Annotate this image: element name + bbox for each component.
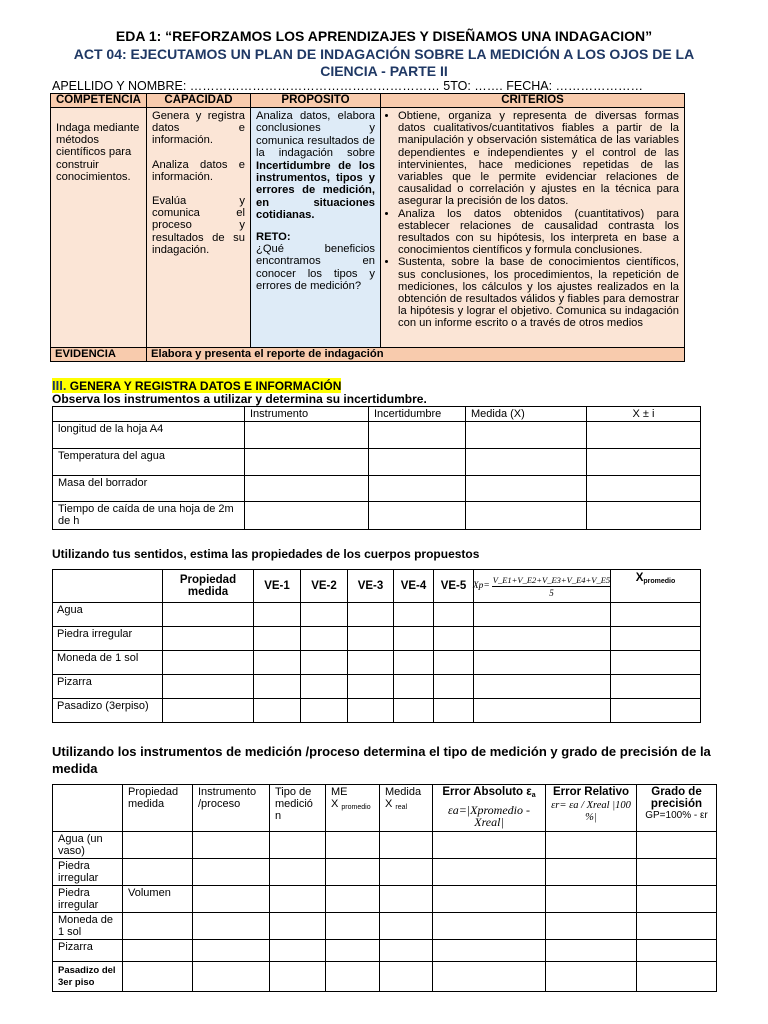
header-capacidad: CAPACIDAD xyxy=(147,94,251,108)
t3-input-cell[interactable] xyxy=(326,832,380,859)
t3-row-label: Pasadizo del 3er piso xyxy=(53,962,123,992)
table-row xyxy=(53,603,701,627)
table-row xyxy=(53,502,701,530)
t2-input-cell[interactable] xyxy=(474,651,611,675)
t2-input-cell[interactable] xyxy=(474,603,611,627)
instruments-table xyxy=(52,406,701,530)
t2-input-cell[interactable] xyxy=(254,603,301,627)
table-row xyxy=(53,940,717,962)
t2-input-cell[interactable] xyxy=(163,675,254,699)
t2-input-cell[interactable] xyxy=(611,699,701,723)
t3-input-cell[interactable] xyxy=(546,886,637,913)
estimation-table xyxy=(52,569,701,723)
t3-row-prop[interactable] xyxy=(123,832,193,859)
section-roman: III. xyxy=(52,378,67,393)
student-info-line[interactable]: APELLIDO Y NOMBRE: …………………………………………………… 5TO: ……. FECHA: ………………… xyxy=(52,79,644,93)
t2-input-cell[interactable] xyxy=(163,651,254,675)
t1-header-blank xyxy=(53,407,245,422)
t3-row-label: Piedra irregular xyxy=(53,886,123,913)
criterio-3: • Sustenta, sobre la base de conocimientos científicos, sus conclusiones, los procedimientos, la repetición de mediciones, los cálculos y los ajustes realizados en la obtención de resultados válidos y fiables para demostrar la hipótesis y lograr el objetivo. Comunica su indagación con un informe escrito o a través de otros medios xyxy=(398,256,679,329)
t1-input-cell[interactable] xyxy=(245,449,369,476)
proposito-cell xyxy=(251,108,381,348)
t2-row-label: Pasadizo (3erpiso) xyxy=(53,699,163,723)
section-title-text: GENERA Y REGISTRA DATOS E INFORMACIÓN xyxy=(66,379,342,393)
t3-header-error-absoluto xyxy=(433,785,546,832)
me-label: ME xyxy=(331,786,348,798)
t1-input-cell[interactable] xyxy=(245,476,369,502)
t3-header-me xyxy=(326,785,380,832)
t1-input-cell[interactable] xyxy=(245,502,369,530)
evidencia-text: Elabora y presenta el reporte de indagación xyxy=(147,348,685,362)
reto-label: RETO: xyxy=(256,230,291,243)
competencia-cell xyxy=(51,108,147,348)
t3-row-prop[interactable] xyxy=(123,940,193,962)
proposito-topic: Incertidumbre de los instrumentos, tipos y errores de medición, en situaciones cotidianas. xyxy=(256,159,375,222)
t2-input-cell[interactable] xyxy=(254,627,301,651)
medida-sub: real xyxy=(395,804,408,811)
t2-header-ve1: VE-1 xyxy=(254,570,301,603)
t3-input-cell[interactable] xyxy=(546,913,637,940)
medida-x: X xyxy=(385,798,393,810)
t2-input-cell[interactable] xyxy=(163,603,254,627)
criterio-2: • Analiza los datos obtenidos (cuantitativos) para establecer relaciones de causalidad contrasta los resultados con su hipótesis, los interpreta en base a conocimientos científicos y formula conclusiones. xyxy=(398,208,679,257)
activity-subtitle: ACT 04: EJECUTAMOS UN PLAN DE INDAGACIÓN SOBRE LA MEDICIÓN A LOS OJOS DE LA CIENCIA - PARTE II xyxy=(73,46,695,79)
t2-input-cell[interactable] xyxy=(611,627,701,651)
t2-input-cell[interactable] xyxy=(163,699,254,723)
t3-input-cell[interactable] xyxy=(433,913,546,940)
formula-lhs: Xp= xyxy=(472,581,490,591)
t1-input-cell[interactable] xyxy=(587,476,701,502)
t2-row-label: Agua xyxy=(53,603,163,627)
t3-row-prop[interactable] xyxy=(123,913,193,940)
t3-input-cell[interactable] xyxy=(270,886,326,913)
t2-input-cell[interactable] xyxy=(394,603,434,627)
t3-input-cell[interactable] xyxy=(193,962,270,992)
t2-input-cell[interactable] xyxy=(434,699,474,723)
t3-input-cell[interactable] xyxy=(380,859,433,886)
t1-header-incertidumbre: Incertidumbre xyxy=(369,407,466,422)
table-row xyxy=(53,832,717,859)
t3-header-instrumento: Instrumento /proceso xyxy=(193,785,270,832)
t3-header-medida xyxy=(380,785,433,832)
t1-input-cell[interactable] xyxy=(587,422,701,449)
formula-denominator: 5 xyxy=(549,587,554,598)
t3-input-cell[interactable] xyxy=(193,940,270,962)
t2-input-cell[interactable] xyxy=(434,603,474,627)
t2-input-cell[interactable] xyxy=(611,603,701,627)
capacidad-cell xyxy=(147,108,251,348)
t2-input-cell[interactable] xyxy=(394,627,434,651)
t2-header-blank xyxy=(53,570,163,603)
table-row xyxy=(53,675,701,699)
table-row xyxy=(53,699,701,723)
t2-input-cell[interactable] xyxy=(348,651,394,675)
table-row xyxy=(53,627,701,651)
t3-input-cell[interactable] xyxy=(380,940,433,962)
t3-input-cell[interactable] xyxy=(433,962,546,992)
t3-row-prop[interactable] xyxy=(123,859,193,886)
t2-header-xpromedio xyxy=(611,570,701,603)
criterio-1: • Obtiene, organiza y representa de diversas formas datos cualitativos/cuantitativos fiables a partir de la manipulación y observación sistemática de las variables dependientes e independientes y el control de las intervinientes, hace mediciones repetidas de las variables que le permite evidenciar relaciones de causalidad o correlación y ajustes en la técnica para asegurar la precisión de los datos. xyxy=(398,110,679,208)
t3-input-cell[interactable] xyxy=(433,940,546,962)
instruction-measure: Utilizando los instrumentos de medición /proceso determina el tipo de medición y grado de precisión de la medida xyxy=(52,744,711,776)
t1-input-cell[interactable] xyxy=(466,422,587,449)
t3-header-error-relativo xyxy=(546,785,637,832)
t3-row-label: Moneda de 1 sol xyxy=(53,913,123,940)
t3-input-cell[interactable] xyxy=(546,962,637,992)
t3-row-label: Pizarra xyxy=(53,940,123,962)
reto-question: ¿Qué beneficios encontramos en conocer los tipos y errores de medición? xyxy=(256,243,375,293)
proposito-intro: Analiza datos, elabora conclusiones y comunica resultados de la indagación sobre xyxy=(256,110,375,160)
t3-input-cell[interactable] xyxy=(326,859,380,886)
table-row xyxy=(53,651,701,675)
t1-row-label: longitud de la hoja A4 xyxy=(53,422,245,449)
t3-input-cell[interactable] xyxy=(193,886,270,913)
t2-header-ve3: VE-3 xyxy=(348,570,394,603)
t2-input-cell[interactable] xyxy=(394,675,434,699)
t3-input-cell[interactable] xyxy=(326,962,380,992)
t3-input-cell[interactable] xyxy=(193,913,270,940)
t3-input-cell[interactable] xyxy=(326,886,380,913)
measurement-table xyxy=(52,784,717,992)
grado-label: Grado de precisión xyxy=(650,786,703,810)
t2-header-propiedad: Propiedad medida xyxy=(163,570,254,603)
t2-input-cell[interactable] xyxy=(254,699,301,723)
table-row xyxy=(53,422,701,449)
table-row xyxy=(53,449,701,476)
t3-input-cell[interactable] xyxy=(546,859,637,886)
t3-input-cell[interactable] xyxy=(637,940,717,962)
criterios-list xyxy=(385,110,679,330)
t1-row-label: Masa del borrador xyxy=(53,476,245,502)
table-row xyxy=(53,913,717,940)
t2-row-label: Piedra irregular xyxy=(53,627,163,651)
instruction-instruments: Observa los instrumentos a utilizar y determina su incertidumbre. xyxy=(52,392,427,406)
t3-input-cell[interactable] xyxy=(193,859,270,886)
t3-row-label: Piedra irregular xyxy=(53,859,123,886)
t3-input-cell[interactable] xyxy=(637,832,717,859)
t2-input-cell[interactable] xyxy=(348,603,394,627)
t2-row-label: Moneda de 1 sol xyxy=(53,651,163,675)
table-row xyxy=(53,859,717,886)
t3-header-propiedad: Propiedad medida xyxy=(123,785,193,832)
table-row xyxy=(53,962,717,992)
t3-input-cell[interactable] xyxy=(270,859,326,886)
t3-input-cell[interactable] xyxy=(193,832,270,859)
t3-input-cell[interactable] xyxy=(637,962,717,992)
t2-input-cell[interactable] xyxy=(163,627,254,651)
formula-error-absoluto: εa=|Xpromedio - Xreal| xyxy=(447,803,530,829)
t2-input-cell[interactable] xyxy=(301,699,348,723)
t3-input-cell[interactable] xyxy=(433,832,546,859)
table-row xyxy=(53,886,717,913)
t1-input-cell[interactable] xyxy=(245,422,369,449)
t3-header-blank xyxy=(53,785,123,832)
t2-input-cell[interactable] xyxy=(301,651,348,675)
t3-input-cell[interactable] xyxy=(270,832,326,859)
t2-header-ve5: VE-5 xyxy=(434,570,474,603)
t3-input-cell[interactable] xyxy=(270,913,326,940)
t3-header-grado xyxy=(637,785,717,832)
t2-input-cell[interactable] xyxy=(394,651,434,675)
competency-table xyxy=(50,93,685,362)
t3-input-cell[interactable] xyxy=(433,886,546,913)
t1-input-cell[interactable] xyxy=(466,449,587,476)
t3-header-tipo: Tipo de medició n xyxy=(270,785,326,832)
t1-input-cell[interactable] xyxy=(369,449,466,476)
section-title xyxy=(52,378,341,393)
instruction-estimate: Utilizando tus sentidos, estima las propiedades de los cuerpos propuestos xyxy=(52,547,480,561)
t3-input-cell[interactable] xyxy=(380,886,433,913)
criterios-cell xyxy=(381,108,685,348)
t2-input-cell[interactable] xyxy=(434,627,474,651)
t2-input-cell[interactable] xyxy=(394,699,434,723)
xprom-sub: promedio xyxy=(643,578,676,585)
xprom-main: X xyxy=(635,572,644,584)
t1-header-instrumento: Instrumento xyxy=(245,407,369,422)
header-criterios: CRITERIOS xyxy=(381,94,685,108)
t2-header-ve2: VE-2 xyxy=(301,570,348,603)
t1-input-cell[interactable] xyxy=(466,502,587,530)
medida-label: Medida xyxy=(385,786,422,798)
t3-input-cell[interactable] xyxy=(546,940,637,962)
t3-input-cell[interactable] xyxy=(380,832,433,859)
t2-input-cell[interactable] xyxy=(474,675,611,699)
evidencia-label: EVIDENCIA xyxy=(51,348,147,362)
t3-input-cell[interactable] xyxy=(637,913,717,940)
t2-header-formula xyxy=(474,570,611,603)
t1-input-cell[interactable] xyxy=(587,449,701,476)
capacidad-1: Genera y registra datos e información. xyxy=(152,110,245,147)
t2-input-cell[interactable] xyxy=(474,699,611,723)
t2-input-cell[interactable] xyxy=(301,627,348,651)
capacidad-3: Evalúa y comunica el proceso y resultados de su indagación. xyxy=(152,195,245,256)
me-sub: promedio xyxy=(341,804,371,811)
competencia-text: Indaga mediante métodos científicos para construir conocimientos. xyxy=(56,122,140,183)
error-abs-label: Error Absoluto ε xyxy=(442,786,532,798)
t1-row-label: Tiempo de caída de una hoja de 2m de h xyxy=(53,502,245,530)
t1-input-cell[interactable] xyxy=(369,422,466,449)
me-x: X xyxy=(331,798,339,810)
t2-input-cell[interactable] xyxy=(434,651,474,675)
header-proposito: PROPOSITO xyxy=(251,94,381,108)
t1-row-label: Temperatura del agua xyxy=(53,449,245,476)
t3-input-cell[interactable] xyxy=(433,859,546,886)
t2-row-label: Pizarra xyxy=(53,675,163,699)
t2-input-cell[interactable] xyxy=(474,627,611,651)
t1-input-cell[interactable] xyxy=(369,476,466,502)
t2-input-cell[interactable] xyxy=(301,603,348,627)
table-row xyxy=(53,476,701,502)
t3-input-cell[interactable] xyxy=(270,940,326,962)
t3-input-cell[interactable] xyxy=(270,962,326,992)
t3-row-prop[interactable] xyxy=(123,962,193,992)
t2-input-cell[interactable] xyxy=(301,675,348,699)
t3-row-prop[interactable]: Volumen xyxy=(123,886,193,913)
t2-header-ve4: VE-4 xyxy=(394,570,434,603)
t2-input-cell[interactable] xyxy=(348,627,394,651)
t3-input-cell[interactable] xyxy=(546,832,637,859)
t1-input-cell[interactable] xyxy=(369,502,466,530)
t2-input-cell[interactable] xyxy=(611,651,701,675)
t1-input-cell[interactable] xyxy=(466,476,587,502)
error-rel-label: Error Relativo xyxy=(552,786,630,798)
t2-input-cell[interactable] xyxy=(611,675,701,699)
t2-input-cell[interactable] xyxy=(254,651,301,675)
t1-header-x-pm-i: X ± i xyxy=(587,407,701,422)
t3-input-cell[interactable] xyxy=(380,962,433,992)
t2-input-cell[interactable] xyxy=(348,699,394,723)
t3-input-cell[interactable] xyxy=(326,913,380,940)
formula-gp: GP=100% - εr xyxy=(645,810,708,821)
t1-header-medida: Medida (X) xyxy=(466,407,587,422)
header-competencia: COMPETENCIA xyxy=(51,94,147,108)
t3-input-cell[interactable] xyxy=(380,913,433,940)
t3-input-cell[interactable] xyxy=(637,859,717,886)
formula-error-relativo: εr= εa / Xreal |100 %| xyxy=(551,800,631,823)
t2-input-cell[interactable] xyxy=(434,675,474,699)
t3-input-cell[interactable] xyxy=(326,940,380,962)
error-abs-sub: a xyxy=(531,792,536,799)
capacidad-2: Analiza datos e información. xyxy=(152,158,245,183)
t3-input-cell[interactable] xyxy=(637,886,717,913)
t2-input-cell[interactable] xyxy=(254,675,301,699)
t2-input-cell[interactable] xyxy=(348,675,394,699)
document-title: EDA 1: “REFORZAMOS LOS APRENDIZAJES Y DISEÑAMOS UNA INDAGACION” xyxy=(115,28,653,44)
t1-input-cell[interactable] xyxy=(587,502,701,530)
formula-numerator: V_E1+V_E2+V_E3+V_E4+V_E5 xyxy=(492,574,611,585)
t3-row-label: Agua (un vaso) xyxy=(53,832,123,859)
